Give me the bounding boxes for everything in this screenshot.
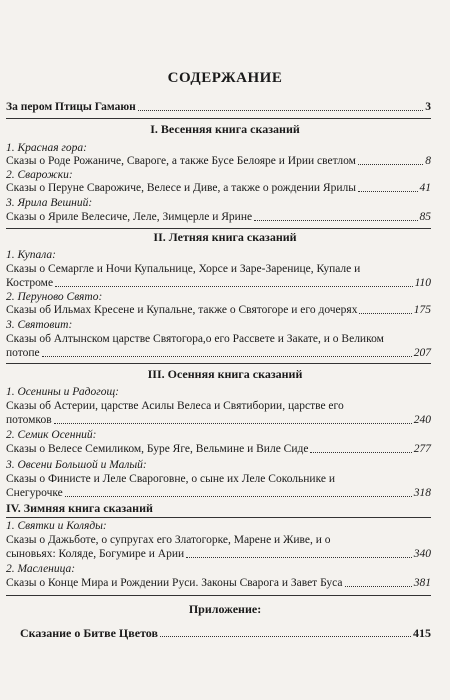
leader-dots — [42, 356, 412, 357]
toc-entry-text: Костроме — [6, 277, 54, 289]
toc-entry-text: Сказы о Яриле Велесиче, Леле, Зимцерле и Ярине — [6, 211, 253, 223]
toc-entry-text: Сказание о Битве Цветов — [20, 626, 158, 640]
toc-entry-preface[interactable] — [6, 100, 431, 114]
toc-entry[interactable] — [6, 576, 431, 590]
leader-dots — [186, 557, 412, 558]
toc-entry-text: Сказы о Перуне Сварожиче, Велесе и Диве, а также о рождении Ярилы — [6, 182, 356, 194]
toc-page-number: 277 — [413, 443, 431, 455]
toc-entry[interactable] — [6, 181, 431, 195]
toc-page-number: 85 — [419, 211, 431, 223]
divider — [6, 118, 431, 119]
section-heading-winter: IV. Зимняя книга сказаний — [6, 501, 153, 515]
toc-entry-text: Сказы о Финисте и Леле Свароговне, о сыне их Леле Сокольнике и — [6, 473, 336, 485]
toc-page-number: 340 — [413, 548, 431, 560]
toc-page-number: 175 — [413, 304, 431, 316]
leader-dots — [138, 110, 424, 111]
divider — [6, 363, 431, 364]
subsection-label: 1. Красная гора: — [6, 142, 87, 154]
section-heading-autumn: III. Осенняя книга сказаний — [147, 367, 303, 381]
subsection-label: 3. Овсени Большой и Малый: — [6, 459, 147, 471]
toc-entry-text: Сказы о Велесе Семиликом, Буре Яге, Вельмине и Виле Сиде — [6, 443, 309, 455]
leader-dots — [345, 586, 412, 587]
section-heading-appendix: Приложение: — [188, 602, 262, 616]
subsection-label: 1. Осенины и Радогощ: — [6, 386, 119, 398]
leader-dots — [254, 220, 417, 221]
toc-page-number: 240 — [413, 414, 431, 426]
toc-entry[interactable] — [6, 210, 431, 224]
subsection-label: 2. Масленица: — [6, 563, 76, 575]
toc-entry[interactable] — [6, 154, 431, 168]
leader-dots — [358, 164, 423, 165]
divider — [6, 517, 431, 518]
subsection-label: 1. Святки и Коляды: — [6, 520, 107, 532]
leader-dots — [310, 452, 411, 453]
toc-entry-text: потопе — [6, 347, 40, 359]
toc-entry[interactable] — [6, 399, 431, 427]
toc-page-number: 207 — [413, 347, 431, 359]
subsection-label: 2. Семик Осенний: — [6, 429, 97, 441]
subsection-label: 2. Перуново Свято: — [6, 291, 103, 303]
toc-page-number: 41 — [419, 182, 431, 194]
toc-entry-text: Снегурочке — [6, 487, 63, 499]
toc-entry[interactable] — [6, 332, 431, 360]
toc-entry-text: Сказы о Роде Рожаниче, Свароге, а также Бусе Белояре и Ирии светлом — [6, 155, 356, 167]
toc-page-number: 3 — [425, 101, 431, 113]
leader-dots — [358, 191, 418, 192]
leader-dots — [54, 423, 412, 424]
page-title: СОДЕРЖАНИЕ — [167, 70, 283, 86]
toc-entry[interactable] — [6, 442, 431, 456]
toc-entry[interactable] — [6, 262, 431, 290]
toc-entry-text: Сказы о Дажьботе, о супругах его Златогорке, Марене и Живе, и о — [6, 534, 331, 546]
toc-page-number: 8 — [425, 155, 431, 167]
toc-entry-appendix[interactable] — [20, 626, 431, 640]
toc-page-number: 110 — [414, 277, 431, 289]
toc-entry[interactable] — [6, 303, 431, 317]
leader-dots — [55, 286, 413, 287]
subsection-label: 3. Святовит: — [6, 319, 73, 331]
toc-entry-text: Сказы о Семаргле и Ночи Купальнице, Хорсе и Заре-Заренице, Купале и — [6, 263, 361, 275]
toc-entry-text: Сказы об Ильмах Кресене и Купальне, также о Святогоре и его дочерях — [6, 304, 358, 316]
leader-dots — [359, 313, 411, 314]
leader-dots — [160, 636, 411, 637]
toc-entry-text: Сказы об Астерии, царстве Асилы Велеса и Святибории, царстве его — [6, 400, 344, 412]
leader-dots — [65, 496, 412, 497]
divider — [6, 595, 431, 596]
subsection-label: 1. Купала: — [6, 249, 56, 261]
toc-entry-text: Сказы об Алтынском царстве Святогора,о его Рассвете и Закате, и о Великом — [6, 333, 384, 345]
toc-entry-text: Сказы о Конце Мира и Рождении Руси. Законы Сварога и Завет Буса — [6, 577, 343, 589]
subsection-label: 3. Ярила Вешний: — [6, 197, 93, 209]
toc-page-number: 415 — [413, 626, 431, 640]
subsection-label: 2. Сварожки: — [6, 169, 73, 181]
toc-page-number: 318 — [413, 487, 431, 499]
toc-page-number: 381 — [413, 577, 431, 589]
toc-entry[interactable] — [6, 472, 431, 500]
toc-entry[interactable] — [6, 533, 431, 561]
toc-entry-text: потомков — [6, 414, 52, 426]
divider — [6, 228, 431, 229]
section-heading-summer: II. Летняя книга сказаний — [153, 230, 297, 244]
toc-entry-text: За пером Птицы Гамаюн — [6, 101, 136, 113]
section-heading-spring: I. Весенняя книга сказаний — [150, 122, 300, 136]
toc-entry-text: сыновьях: Коляде, Богумире и Арии — [6, 548, 185, 560]
